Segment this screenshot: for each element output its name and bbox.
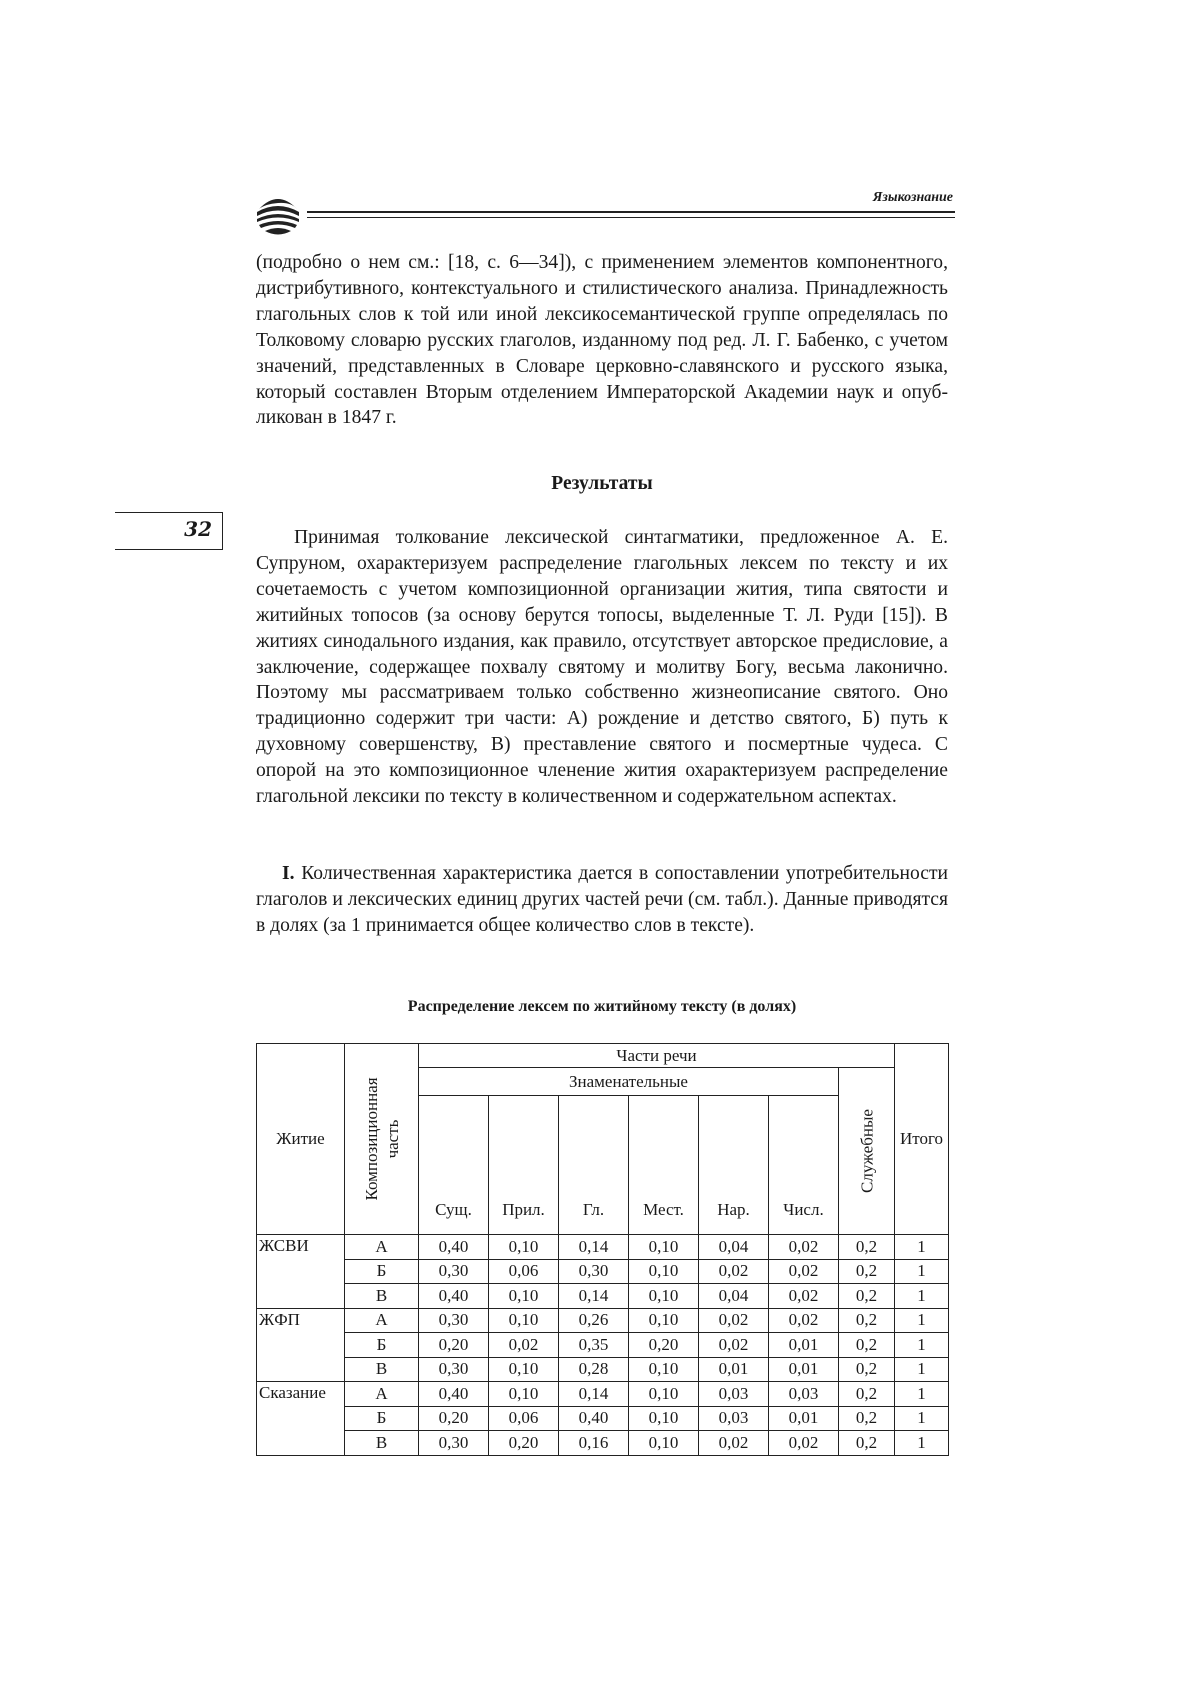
value-cell: 0,40 <box>419 1382 489 1407</box>
value-cell: 1 <box>895 1406 949 1431</box>
value-cell: 0,02 <box>769 1284 839 1309</box>
header-total: Итого <box>895 1044 949 1235</box>
value-cell: 0,26 <box>559 1308 629 1333</box>
paragraph: Принимая толкование лексической синтагматики, предложенное А. Е. Супруном, охарактеризуем распределение глагольных лексем по тексту и их сочетаемость с учетом композиционной организации жития, типа святости и житийных топосов (за основу берутся топосы, выделенные Т. Л. Руди [15]). В житиях синодального издания, как правило, отсутствует авторское предисловие, а заключение, содержащее похвалу святому и молитву Богу, весьма лаконично. Поэтому мы рассматриваем только собственно жизнеописание святого. Оно традиционно содержит три части: А) рождение и детство святого, Б) путь к духовному совершенству, В) преставление святого и посмертные чудеса. С опорой на это композиционное членение жития охарактеризуем распределение глагольной лексики по тексту в количественном и содержательном аспектах. <box>256 527 948 808</box>
value-cell: 0,02 <box>699 1308 769 1333</box>
part-cell: Б <box>345 1259 419 1284</box>
value-cell: 0,02 <box>769 1259 839 1284</box>
value-cell: 0,14 <box>559 1382 629 1407</box>
value-cell: 0,01 <box>769 1333 839 1358</box>
value-cell: 0,10 <box>489 1235 559 1260</box>
value-cell: 0,10 <box>489 1357 559 1382</box>
table-body <box>257 1235 949 1456</box>
value-cell: 1 <box>895 1382 949 1407</box>
value-cell: 0,20 <box>629 1333 699 1358</box>
table-row <box>257 1382 949 1407</box>
table-row <box>257 1357 949 1382</box>
value-cell: 0,10 <box>629 1284 699 1309</box>
value-cell: 0,01 <box>699 1357 769 1382</box>
value-cell: 0,03 <box>699 1382 769 1407</box>
header-rule-thick <box>307 211 955 213</box>
column-header: Прил. <box>489 1096 559 1235</box>
value-cell: 0,2 <box>839 1235 895 1260</box>
value-cell: 1 <box>895 1431 949 1456</box>
value-cell: 0,2 <box>839 1308 895 1333</box>
value-cell: 1 <box>895 1357 949 1382</box>
zhitie-name: ЖСВИ <box>257 1235 345 1309</box>
value-cell: 0,20 <box>419 1406 489 1431</box>
page-number: 32 <box>184 517 212 541</box>
part-cell: В <box>345 1284 419 1309</box>
column-header: Числ. <box>769 1096 839 1235</box>
zhitie-name: Сказание <box>257 1382 345 1456</box>
page-number-box <box>115 512 223 550</box>
zhitie-name: ЖФП <box>257 1308 345 1382</box>
value-cell: 0,03 <box>769 1382 839 1407</box>
column-header: Гл. <box>559 1096 629 1235</box>
value-cell: 0,30 <box>419 1357 489 1382</box>
value-cell: 0,30 <box>419 1431 489 1456</box>
part-cell: В <box>345 1431 419 1456</box>
value-cell: 0,10 <box>629 1357 699 1382</box>
value-cell: 0,14 <box>559 1235 629 1260</box>
value-cell: 0,03 <box>699 1406 769 1431</box>
value-cell: 0,2 <box>839 1284 895 1309</box>
value-cell: 0,2 <box>839 1259 895 1284</box>
table-row <box>257 1284 949 1309</box>
value-cell: 0,02 <box>769 1235 839 1260</box>
table-row <box>257 1308 949 1333</box>
value-cell: 0,02 <box>489 1333 559 1358</box>
column-header: Сущ. <box>419 1096 489 1235</box>
value-cell: 0,04 <box>699 1284 769 1309</box>
header-notional: Знаменательные <box>419 1068 839 1096</box>
value-cell: 0,14 <box>559 1284 629 1309</box>
part-cell: Б <box>345 1406 419 1431</box>
value-cell: 0,2 <box>839 1431 895 1456</box>
data-table <box>256 1043 949 1456</box>
header-function <box>839 1068 895 1235</box>
header-function-label: Служебные <box>857 1109 877 1193</box>
value-cell: 0,20 <box>489 1431 559 1456</box>
value-cell: 0,40 <box>419 1235 489 1260</box>
list-marker: I. <box>282 863 295 884</box>
value-cell: 0,30 <box>419 1308 489 1333</box>
part-cell: А <box>345 1308 419 1333</box>
value-cell: 1 <box>895 1235 949 1260</box>
value-cell: 0,01 <box>769 1406 839 1431</box>
value-cell: 0,30 <box>559 1259 629 1284</box>
value-cell: 0,10 <box>629 1431 699 1456</box>
header-parts-of-speech: Части речи <box>419 1044 895 1068</box>
paragraph <box>256 861 948 939</box>
value-cell: 0,40 <box>419 1284 489 1309</box>
table-row <box>257 1333 949 1358</box>
section-heading: Результаты <box>551 473 653 494</box>
header-rule-thin <box>307 217 955 218</box>
paragraph: (подробно о нем см.: [18, с. 6—34]), с применением элементов компонентного, дистрибутивного, контекстуального и стилистического анализа. Принадлежность глагольных слов к той или иной лексикосемантической группе определялась по Толковому словарю русских глаголов, изданному под ред. Л. Г. Бабенко, с учетом значений, представленных в Словаре церковно-славянского и русского языка, который составлен Вторым отделением Императорской Академии наук и опубликован в 1847 г. <box>256 252 948 429</box>
header-part-label: Композиционная часть <box>361 1077 402 1201</box>
value-cell: 0,10 <box>489 1308 559 1333</box>
part-cell: В <box>345 1357 419 1382</box>
value-cell: 0,28 <box>559 1357 629 1382</box>
journal-logo-icon <box>255 192 301 236</box>
part-cell: А <box>345 1382 419 1407</box>
value-cell: 0,10 <box>629 1259 699 1284</box>
running-header <box>255 184 955 234</box>
value-cell: 1 <box>895 1308 949 1333</box>
value-cell: 0,02 <box>769 1308 839 1333</box>
table-row <box>257 1406 949 1431</box>
header-zhitie: Житие <box>257 1044 345 1235</box>
value-cell: 0,06 <box>489 1406 559 1431</box>
column-header: Нар. <box>699 1096 769 1235</box>
value-cell: 0,20 <box>419 1333 489 1358</box>
value-cell: 0,04 <box>699 1235 769 1260</box>
value-cell: 0,10 <box>629 1406 699 1431</box>
value-cell: 0,01 <box>769 1357 839 1382</box>
value-cell: 0,30 <box>419 1259 489 1284</box>
section-title: Языкознание <box>872 190 953 205</box>
part-cell: Б <box>345 1333 419 1358</box>
value-cell: 0,2 <box>839 1382 895 1407</box>
table-row <box>257 1235 949 1260</box>
value-cell: 0,06 <box>489 1259 559 1284</box>
value-cell: 0,10 <box>629 1308 699 1333</box>
value-cell: 0,10 <box>489 1382 559 1407</box>
value-cell: 1 <box>895 1333 949 1358</box>
value-cell: 0,02 <box>699 1431 769 1456</box>
value-cell: 0,2 <box>839 1357 895 1382</box>
table-caption: Распределение лексем по житийному тексту (в долях) <box>407 998 797 1015</box>
header-part <box>345 1044 419 1235</box>
value-cell: 0,35 <box>559 1333 629 1358</box>
value-cell: 0,10 <box>489 1284 559 1309</box>
paragraph-text: Количественная характеристика дается в сопоставлении употребительности глаголов и лексических единиц других частей речи (см. табл.). Данные приводятся в долях (за 1 принимается общее количество слов в тексте). <box>256 863 948 936</box>
value-cell: 0,02 <box>769 1431 839 1456</box>
value-cell: 0,02 <box>699 1333 769 1358</box>
value-cell: 1 <box>895 1259 949 1284</box>
value-cell: 0,02 <box>699 1259 769 1284</box>
column-header: Мест. <box>629 1096 699 1235</box>
table-row <box>257 1431 949 1456</box>
value-cell: 0,40 <box>559 1406 629 1431</box>
value-cell: 0,16 <box>559 1431 629 1456</box>
table-row <box>257 1259 949 1284</box>
value-cell: 0,10 <box>629 1235 699 1260</box>
value-cell: 0,10 <box>629 1382 699 1407</box>
value-cell: 1 <box>895 1284 949 1309</box>
value-cell: 0,2 <box>839 1406 895 1431</box>
part-cell: А <box>345 1235 419 1260</box>
value-cell: 0,2 <box>839 1333 895 1358</box>
